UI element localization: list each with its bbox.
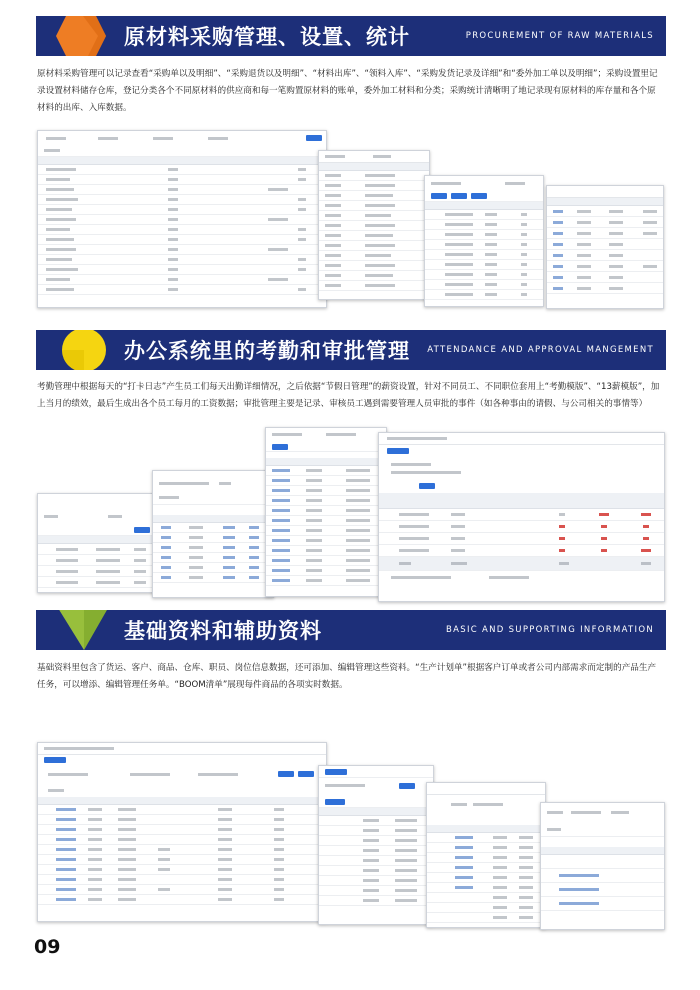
screenshot-approval-list: [265, 427, 387, 597]
screenshot-stock-dates: [424, 175, 544, 307]
screenshot-attendance-detail: [152, 470, 274, 598]
screenshot-warehouse-list: [318, 765, 434, 925]
screenshot-customer-orders: [426, 782, 546, 928]
section-subtitle: BASIC AND SUPPORTING INFORMATION: [446, 625, 654, 635]
page-number: 09: [34, 936, 61, 958]
screenshot-salary-months: [37, 493, 159, 593]
section-title: 办公系统里的考勤和审批管理: [124, 339, 410, 363]
screenshot-bom-list: [540, 802, 665, 930]
screenshot-material-inventory: [318, 150, 430, 300]
green-triangle-icon: [54, 610, 108, 650]
section-description: 考勤管理中根据每天的“打卡日志”产生员工们每天出勤详细情况，之后依据“节假日管理”的薪资设置，针对不同员工、不同职位套用上“考勤模版”、“13薪模版”，加上当月的绩效，最后生成出各个员工每月的工资数据；审批管理主要是记录、审核员工遇到需要管理人员审批的事件（如各种事由的请假、与公司相关的事情等）: [37, 382, 660, 409]
screenshot-payroll-summary: [378, 432, 665, 602]
screenshot-supplier-list: [546, 185, 664, 309]
orange-hexagon-icon: [54, 16, 108, 56]
section-description: 基础资料里包含了货运、客户、商品、仓库、职员、岗位信息数据，还可添加、编辑管理这些资料。“生产计划单”根据客户订单或者公司内部需求而定制的产品生产任务，可以增添、编辑管理任务单。“BOOM清单”展现每件商品的各项实时数据。: [37, 663, 657, 690]
section-title: 基础资料和辅助资料: [124, 619, 322, 643]
section-banner: [36, 610, 666, 650]
section-subtitle: ATTENDANCE AND APPROVAL MANGEMENT: [427, 345, 654, 355]
section-banner: [36, 16, 666, 56]
yellow-circle-icon: [54, 330, 108, 370]
section-banner: [36, 330, 666, 370]
section-description: 原材料采购管理可以记录查看“采购单以及明细”、“采购退货以及明细”、“材料出库”、“领料入库”、“采购发货记录及详细”和“委外加工单以及明细”；采购设置里记录设置材料储存仓库，登记分类各个不同原材料的供应商和每一笔购置原材料的账单，委外加工材料和分类；采购统计清晰明了地记录现有原材料的库存量和各个原材料的出库、入库数据。: [37, 69, 658, 113]
section-subtitle: PROCUREMENT OF RAW MATERIALS: [465, 31, 654, 41]
screenshot-purchase-list: [37, 130, 327, 308]
screenshot-product-list: [37, 742, 327, 922]
section-title: 原材料采购管理、设置、统计: [124, 25, 410, 49]
